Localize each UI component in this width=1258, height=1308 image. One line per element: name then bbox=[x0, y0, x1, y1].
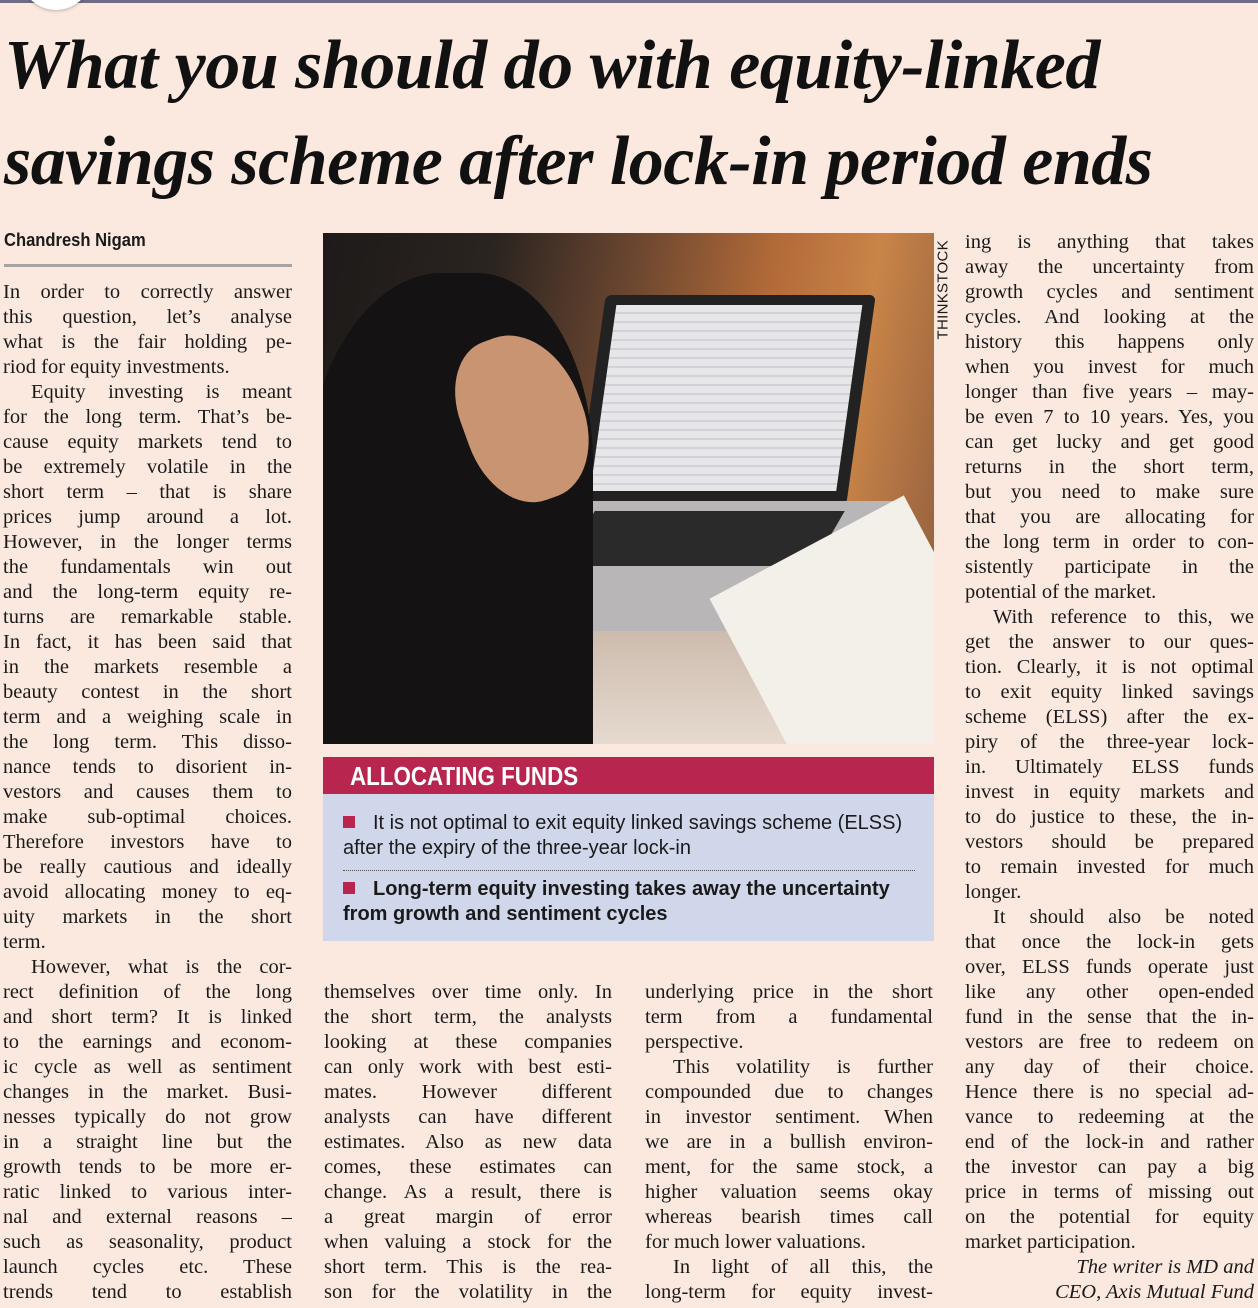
article-column-2 bbox=[324, 980, 612, 1305]
text-line: beauty contest in the short bbox=[3, 681, 292, 703]
text-line: when valuing a stock for the bbox=[324, 1231, 612, 1253]
text-line: to do justice to these, the in- bbox=[965, 806, 1254, 828]
text-line: price in terms of missing out bbox=[965, 1181, 1254, 1203]
text-line: the long term in order to con- bbox=[965, 531, 1254, 553]
text-line: short term – that is share bbox=[3, 481, 292, 503]
text-line: Equity investing is meant bbox=[31, 381, 292, 403]
paragraph bbox=[3, 280, 292, 380]
text-line: riod for equity investments. bbox=[3, 356, 230, 378]
text-line: However, in the longer terms bbox=[3, 531, 292, 553]
text-line: potential of the market. bbox=[965, 581, 1157, 603]
text-line: themselves over time only. In bbox=[324, 981, 612, 1003]
text-line: be extremely volatile in the bbox=[3, 456, 292, 478]
text-line: that you are allocating for bbox=[965, 506, 1254, 528]
text-line: in investor sentiment. When bbox=[645, 1106, 933, 1128]
text-line: changes in the market. Busi- bbox=[3, 1081, 292, 1103]
text-line: we are in a bullish environ- bbox=[645, 1131, 933, 1153]
text-line: cycles. And looking at the bbox=[965, 306, 1254, 328]
text-line: but you need to make sure bbox=[965, 481, 1254, 503]
paragraph bbox=[3, 955, 292, 1305]
text-line: perspective. bbox=[645, 1031, 744, 1053]
text-line: that once the lock-in gets bbox=[965, 931, 1254, 953]
text-line: on the potential for equity bbox=[965, 1206, 1254, 1228]
text-line: ment, for the same stock, a bbox=[645, 1156, 933, 1178]
text-line: for much lower valuations. bbox=[645, 1231, 866, 1253]
infobox-point: Long-term equity investing takes away the uncertainty from growth and sentiment cycles bbox=[343, 878, 890, 925]
text-line: mates. However different bbox=[324, 1081, 612, 1103]
text-line: be really cautious and ideally bbox=[3, 856, 292, 878]
text-line: looking at these companies bbox=[324, 1031, 612, 1053]
text-line: vance to redeeming at the bbox=[965, 1106, 1254, 1128]
headline-line-1: What you should do with equity-linked bbox=[4, 27, 1100, 104]
text-line: a great margin of error bbox=[324, 1206, 612, 1228]
text-line: ing is anything that takes bbox=[965, 231, 1254, 253]
text-line: analysts can have different bbox=[324, 1106, 612, 1128]
text-line: short term. This is the rea- bbox=[324, 1256, 612, 1278]
paragraph bbox=[645, 1055, 933, 1255]
photo-credit: THINKSTOCK bbox=[934, 240, 952, 340]
text-line: turns are remarkable stable. bbox=[3, 606, 292, 628]
paragraph bbox=[645, 980, 933, 1055]
text-line: It should also be noted bbox=[993, 906, 1254, 928]
text-line: However, what is the cor- bbox=[31, 956, 292, 978]
paragraph bbox=[965, 905, 1254, 1255]
text-line: growth cycles and sentiment bbox=[965, 281, 1254, 303]
paragraph bbox=[965, 605, 1254, 905]
text-line: history this happens only bbox=[965, 331, 1254, 353]
text-line: In order to correctly answer bbox=[3, 281, 292, 303]
text-line: market participation. bbox=[965, 1231, 1136, 1253]
text-line: when you invest for much bbox=[965, 356, 1254, 378]
text-line: ratic linked to various inter- bbox=[3, 1181, 292, 1203]
paragraph bbox=[965, 230, 1254, 605]
text-line: be even 7 to 10 years. Yes, you bbox=[965, 406, 1254, 428]
text-line: the investor can pay a big bbox=[965, 1156, 1254, 1178]
text-line: what is the fair holding pe- bbox=[3, 331, 292, 353]
text-line: returns in the short term, bbox=[965, 456, 1254, 478]
text-line: whereas bearish times call bbox=[645, 1206, 933, 1228]
text-line: With reference to this, we bbox=[993, 606, 1254, 628]
author-note: The writer is MD and bbox=[1076, 1256, 1254, 1278]
byline-rule bbox=[4, 264, 292, 267]
article-photo bbox=[323, 233, 934, 744]
text-line: compounded due to changes bbox=[645, 1081, 933, 1103]
text-line: in the markets resemble a bbox=[3, 656, 292, 678]
text-line: rect definition of the long bbox=[3, 981, 292, 1003]
text-line: get the answer to our ques- bbox=[965, 631, 1254, 653]
text-line: over, ELSS funds operate just bbox=[965, 956, 1254, 978]
infobox bbox=[323, 794, 934, 941]
text-line: this question, let’s analyse bbox=[3, 306, 292, 328]
text-line: nesses typically do not grow bbox=[3, 1106, 292, 1128]
article-column-1 bbox=[3, 280, 292, 1305]
byline: Chandresh Nigam bbox=[4, 230, 146, 250]
text-line: Therefore investors have to bbox=[3, 831, 292, 853]
bullet-square-icon bbox=[343, 882, 355, 894]
paragraph bbox=[324, 980, 612, 1305]
text-line: the long term. This disso- bbox=[3, 731, 292, 753]
text-line: trends tend to establish bbox=[3, 1281, 292, 1303]
top-rule bbox=[0, 0, 1258, 3]
text-line: In light of all this, the bbox=[673, 1256, 933, 1278]
text-line: uity markets in the short bbox=[3, 906, 292, 928]
text-line: end of the lock-in and rather bbox=[965, 1131, 1254, 1153]
text-line: vestors are free to redeem on bbox=[965, 1031, 1254, 1053]
text-line: Hence there is no special ad- bbox=[965, 1081, 1254, 1103]
text-line: This volatility is further bbox=[673, 1056, 933, 1078]
text-line: can get lucky and get good bbox=[965, 431, 1254, 453]
text-line: estimates. Also as new data bbox=[324, 1131, 612, 1153]
text-line: avoid allocating money to eq- bbox=[3, 881, 292, 903]
text-line: can only work with best esti- bbox=[324, 1056, 612, 1078]
text-line: piry of the three-year lock- bbox=[965, 731, 1254, 753]
text-line: to remain invested for much bbox=[965, 856, 1254, 878]
text-line: growth tends to be more er- bbox=[3, 1156, 292, 1178]
text-line: ic cycle as well as sentiment bbox=[3, 1056, 292, 1078]
text-line: In fact, it has been said that bbox=[3, 631, 292, 653]
text-line: nal and external reasons – bbox=[3, 1206, 292, 1228]
text-line: and the long-term equity re- bbox=[3, 581, 292, 603]
paragraph bbox=[645, 1255, 933, 1305]
headline bbox=[4, 18, 1258, 210]
text-line: the fundamentals win out bbox=[3, 556, 292, 578]
text-line: tion. Clearly, it is not optimal bbox=[965, 656, 1254, 678]
text-line: launch cycles etc. These bbox=[3, 1256, 292, 1278]
text-line: longer. bbox=[965, 881, 1022, 903]
text-line: to the earnings and econom- bbox=[3, 1031, 292, 1053]
text-line: comes, these estimates can bbox=[324, 1156, 612, 1178]
bullet-square-icon bbox=[343, 816, 355, 828]
text-line: son for the volatility in the bbox=[324, 1281, 612, 1303]
text-line: fund in the sense that the in- bbox=[965, 1006, 1254, 1028]
headline-line-2: savings scheme after lock-in period ends bbox=[4, 123, 1153, 200]
text-line: like any other open-ended bbox=[965, 981, 1254, 1003]
text-line: invest in equity markets and bbox=[965, 781, 1254, 803]
text-line: change. As a result, there is bbox=[324, 1181, 612, 1203]
paragraph bbox=[3, 380, 292, 955]
text-line: away the uncertainty from bbox=[965, 256, 1254, 278]
text-line: scheme (ELSS) after the ex- bbox=[965, 706, 1254, 728]
text-line: nance tends to disorient in- bbox=[3, 756, 292, 778]
text-line: for the long term. That’s be- bbox=[3, 406, 292, 428]
text-line: vestors and causes them to bbox=[3, 781, 292, 803]
text-line: higher valuation seems okay bbox=[645, 1181, 933, 1203]
article-column-3 bbox=[645, 980, 933, 1305]
text-line: sistently participate in the bbox=[965, 556, 1254, 578]
infobox-title: ALLOCATING FUNDS bbox=[323, 757, 934, 794]
text-line: any day of their choice. bbox=[965, 1056, 1254, 1078]
text-line: make sub-optimal choices. bbox=[3, 806, 292, 828]
infobox-divider bbox=[343, 870, 915, 871]
text-line: term and a weighing scale in bbox=[3, 706, 292, 728]
article-column-4 bbox=[965, 230, 1254, 1305]
text-line: longer than five years – may- bbox=[965, 381, 1254, 403]
text-line: term from a fundamental bbox=[645, 1006, 933, 1028]
text-line: in a straight line but the bbox=[3, 1131, 292, 1153]
author-note: CEO, Axis Mutual Fund bbox=[1055, 1281, 1254, 1303]
text-line: term. bbox=[3, 931, 46, 953]
photo-person bbox=[323, 273, 593, 744]
text-line: prices jump around a lot. bbox=[3, 506, 292, 528]
infobox-point: It is not optimal to exit equity linked savings scheme (ELSS) after the expiry of the three-year lock-in bbox=[343, 812, 903, 859]
text-line: underlying price in the short bbox=[645, 981, 933, 1003]
text-line: cause equity markets tend to bbox=[3, 431, 292, 453]
text-line: such as seasonality, product bbox=[3, 1231, 292, 1253]
text-line: vestors should be prepared bbox=[965, 831, 1254, 853]
text-line: in. Ultimately ELSS funds bbox=[965, 756, 1254, 778]
text-line: and short term? It is linked bbox=[3, 1006, 292, 1028]
text-line: the short term, the analysts bbox=[324, 1006, 612, 1028]
text-line: to exit equity linked savings bbox=[965, 681, 1254, 703]
photo-laptop-screen bbox=[576, 295, 876, 505]
text-line: long-term for equity invest- bbox=[645, 1281, 933, 1303]
